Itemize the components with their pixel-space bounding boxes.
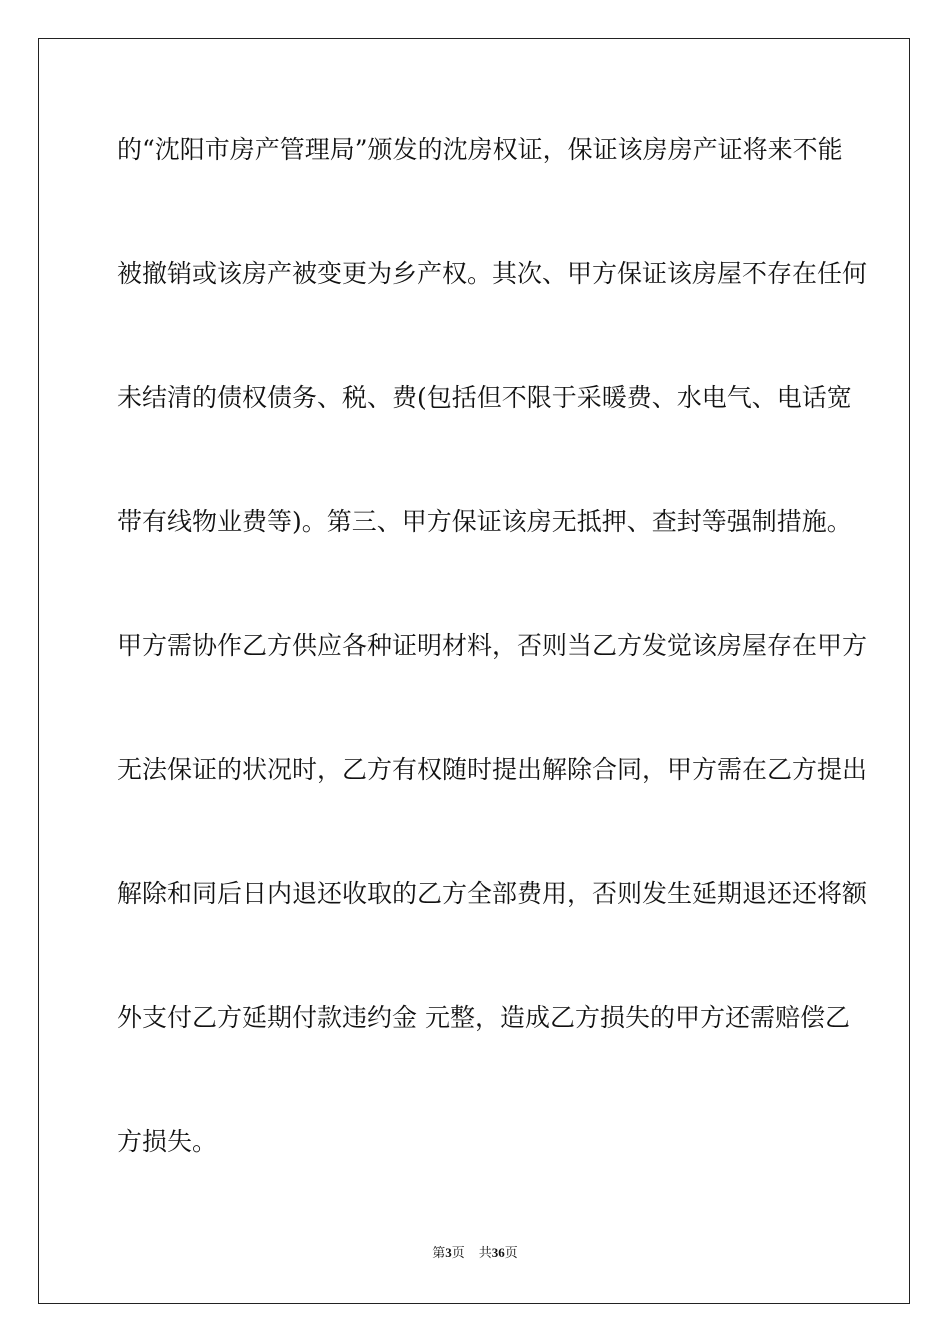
page-border [38,38,910,1304]
total-pages: 36 [491,1245,505,1260]
paragraph-line: 解除和同后日内退还收取的乙方全部费用，否则发生延期退还还将额 [117,879,868,908]
total-suffix: 页 [504,1246,518,1261]
paragraph-line: 方损失。 [117,1127,218,1156]
paragraph-line: 无法保证的状况时，乙方有权随时提出解除合同，甲方需在乙方提出 [117,755,868,784]
page-number: 3 [445,1245,452,1260]
total-prefix: 共 [478,1246,492,1261]
paragraph-line: 带有线物业费等)。第三、甲方保证该房无抵押、查封等强制措施。 [117,507,852,536]
paragraph-line: 外支付乙方延期付款违约金 元整，造成乙方损失的甲方还需赔偿乙 [117,1003,850,1032]
paragraph-line: 未结清的债权债务、税、费(包括但不限于采暖费、水电气、电话宽 [117,383,852,412]
page-suffix: 页 [451,1246,465,1261]
paragraph-line: 的“沈阳市房产管理局”颁发的沈房权证，保证该房房产证将来不能 [117,135,843,164]
page-footer [0,1243,950,1264]
page-prefix: 第 [432,1246,446,1261]
paragraph-line: 被撤销或该房产被变更为乡产权。其次、甲方保证该房屋不存在任何 [117,259,868,288]
paragraph-line: 甲方需协作乙方供应各种证明材料，否则当乙方发觉该房屋存在甲方 [117,631,868,660]
